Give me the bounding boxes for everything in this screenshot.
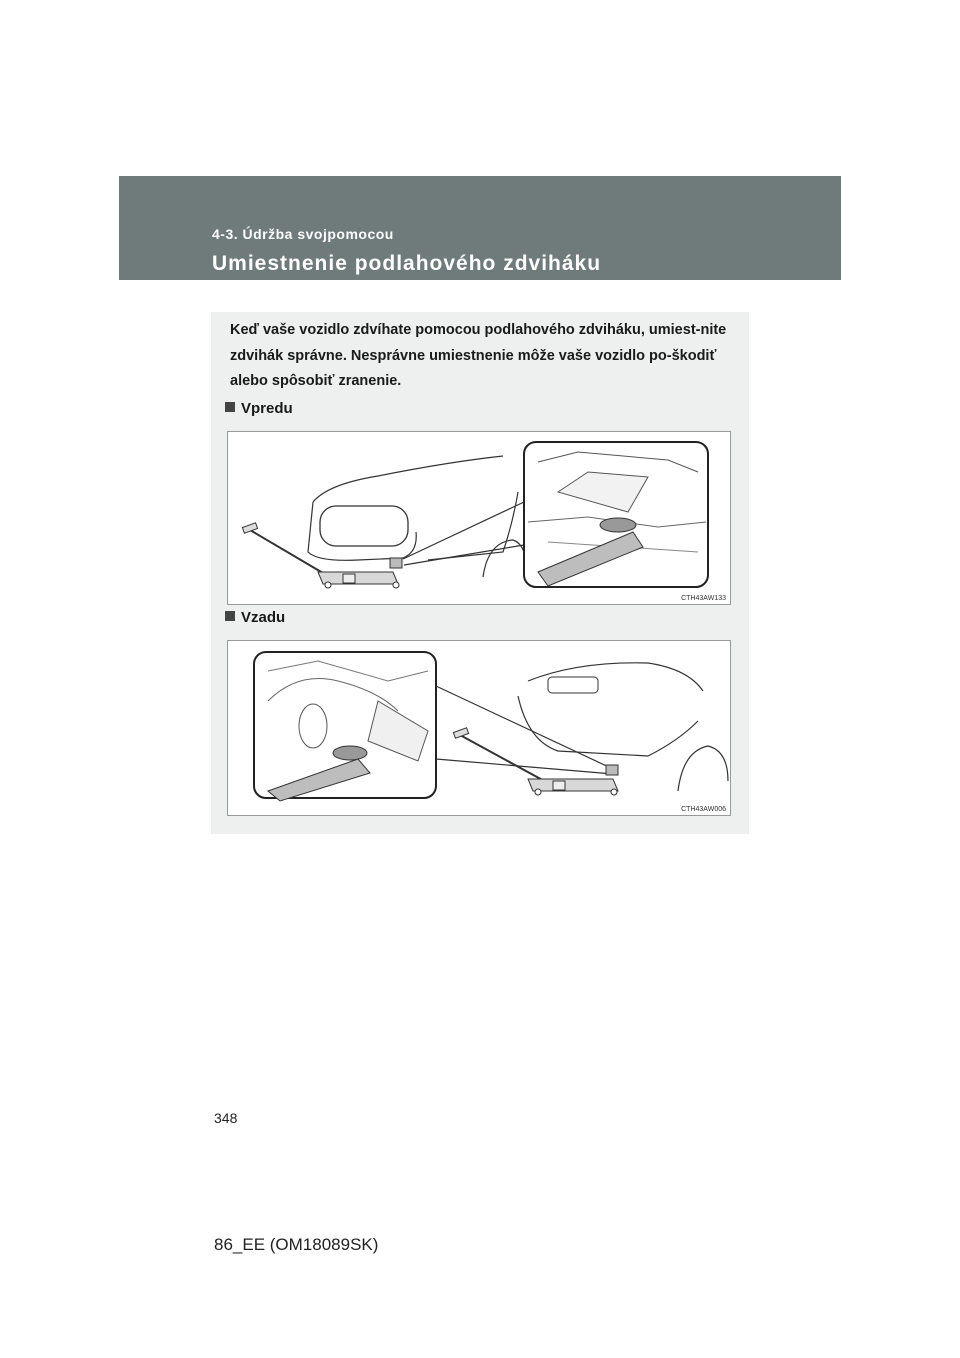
- figure-code-rear: CTH43AW006: [681, 806, 726, 813]
- content-box: [211, 312, 749, 834]
- intro-text: Keď vaše vozidlo zdvíhate pomocou podlahového zdviháku, umiest-nite zdvihák správne. Nesprávne umiestnenie môže vaše vozidlo po-škodiť alebo spôsobiť zranenie.: [230, 322, 727, 389]
- square-bullet-icon: [225, 402, 235, 412]
- page-number: 348: [214, 1110, 238, 1126]
- figure-front-jack: [227, 431, 731, 605]
- figure-rear-jack: [227, 640, 731, 816]
- front-jack-illustration-icon: [228, 432, 732, 606]
- subheading-rear: [225, 609, 285, 626]
- section-label: 4-3. Údržba svojpomocou: [212, 226, 394, 242]
- square-bullet-icon: [225, 611, 235, 621]
- subheading-front: [225, 400, 293, 417]
- chapter-header: [119, 176, 841, 280]
- subheading-rear-label: Vzadu: [241, 609, 286, 626]
- figure-code-front: CTH43AW133: [681, 595, 726, 602]
- rear-jack-illustration-icon: [228, 641, 732, 817]
- document-code: 86_EE (OM18089SK): [214, 1235, 379, 1254]
- subheading-front-label: Vpredu: [241, 400, 293, 417]
- page-title: Umiestnenie podlahového zdviháku: [212, 252, 602, 275]
